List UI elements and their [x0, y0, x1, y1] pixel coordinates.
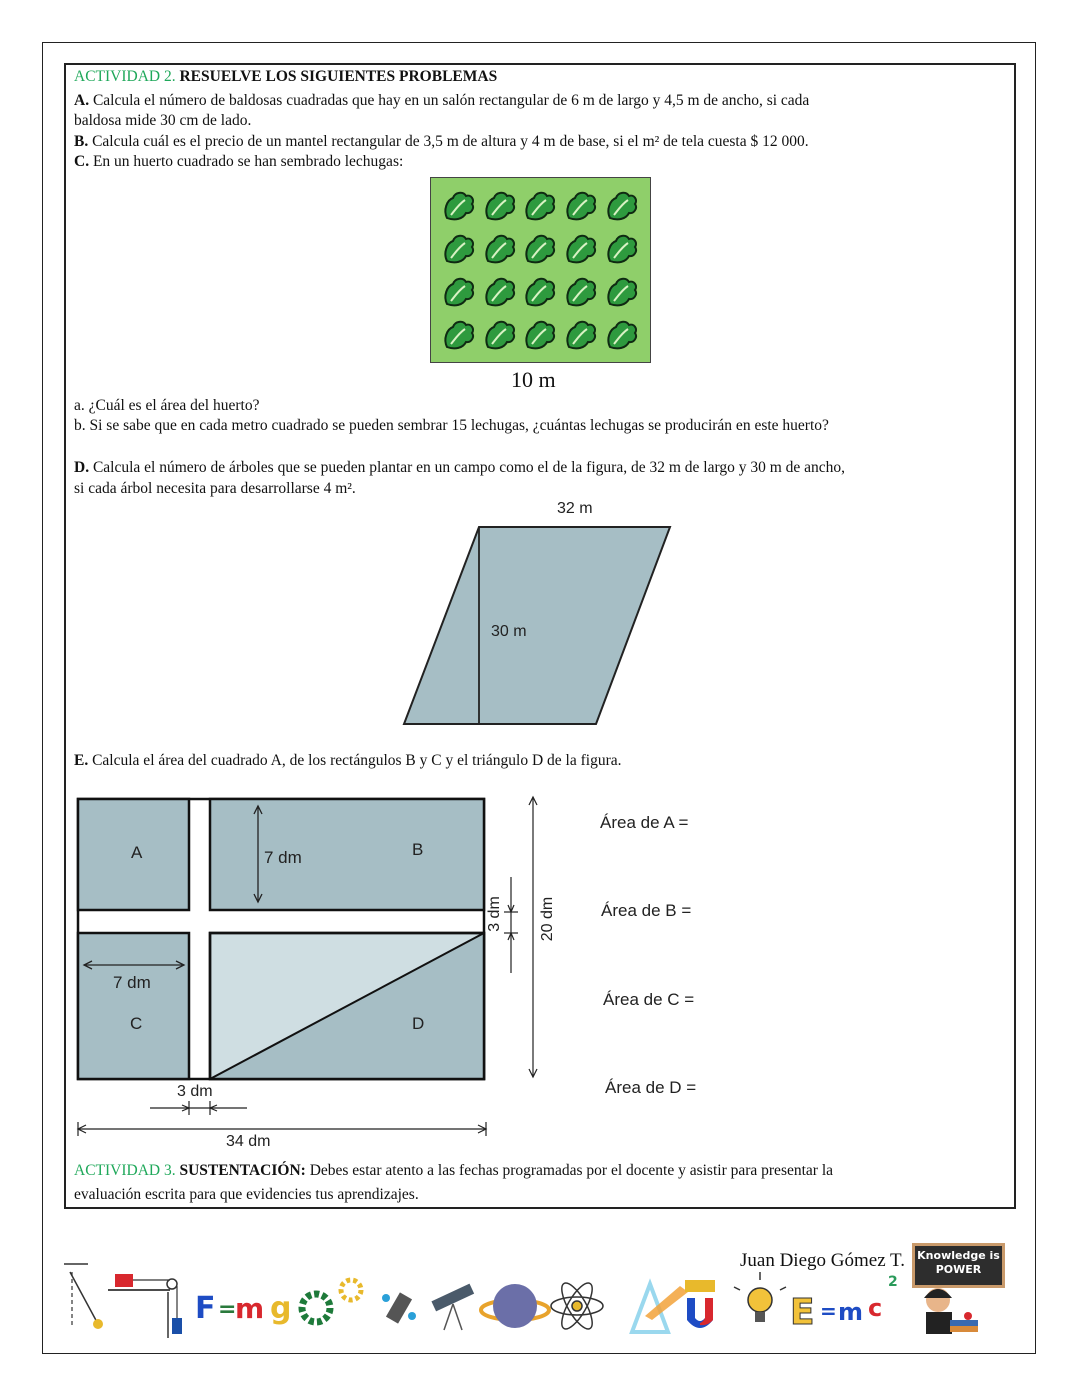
lettuce-icon — [439, 227, 480, 270]
atom-icon — [551, 1279, 603, 1333]
answer-area-c: Área de C = — [603, 990, 695, 1009]
gap-vertical-label: 3 dm — [485, 896, 503, 932]
lettuce-icon — [439, 270, 480, 313]
pulley-icon — [108, 1274, 182, 1338]
total-width-label: 34 dm — [226, 1133, 271, 1150]
lettuce-icon — [561, 270, 602, 313]
svg-text:=: = — [218, 1297, 237, 1322]
problem-a-line1 — [74, 91, 809, 111]
pendulum-icon — [64, 1264, 103, 1329]
science-icons-strip — [60, 1258, 990, 1342]
lettuce-icon — [561, 227, 602, 270]
magnet-icon — [685, 1280, 715, 1328]
lettuce-icon — [601, 313, 642, 356]
problem-c-question-b: b. Si se sabe que en cada metro cuadrado se pueden sembrar 15 lechugas, ¿cuántas lechugas se producirán en este huerto? — [74, 417, 829, 434]
garden-side-label: 10 m — [511, 367, 556, 392]
c-width-label: 7 dm — [113, 973, 151, 992]
activity3-line1 — [74, 1161, 833, 1181]
problem-c — [74, 152, 403, 172]
answer-area-b: Área de B = — [601, 901, 692, 920]
problem-c-text: En un huerto cuadrado se han sembrado lechugas: — [92, 153, 404, 170]
activity3-label: ACTIVIDAD 3. — [74, 1162, 176, 1179]
activity3-text: Debes estar atento a las fechas programadas por el docente y asistir para presentar la — [309, 1162, 834, 1179]
lettuce-icon — [439, 184, 480, 227]
lettuce-icon — [520, 227, 561, 270]
lightbulb-icon — [734, 1272, 786, 1322]
region-a-label: A — [131, 843, 143, 862]
total-height-label: 20 dm — [539, 896, 557, 942]
lettuce-icon — [561, 184, 602, 227]
problem-a-line2: baldosa mide 30 cm de lado. — [74, 112, 252, 129]
lettuce-icon — [601, 227, 642, 270]
lettuce-icon — [601, 184, 642, 227]
lettuce-icon — [520, 313, 561, 356]
prism-icon — [632, 1284, 688, 1332]
svg-text:m: m — [235, 1292, 265, 1325]
problem-e-text: Calcula el área del cuadrado A, de los rectángulos B y C y el triángulo D de la figura. — [92, 752, 622, 769]
activity2-label: ACTIVIDAD 2. — [74, 68, 176, 85]
problem-d-text: Calcula el número de árboles que se pueden plantar en un campo como el de la figura, de 32 m de largo y 30 m de ancho, — [92, 459, 846, 476]
problem-e — [74, 751, 622, 771]
region-b-label: B — [412, 840, 424, 859]
formula-emc2: E — [790, 1292, 815, 1333]
lettuce-icon — [480, 227, 521, 270]
problem-a-letter: A. — [74, 92, 90, 109]
svg-text:2: 2 — [888, 1274, 898, 1290]
problem-c-question-a: a. ¿Cuál es el área del huerto? — [74, 397, 260, 414]
problem-b-text: Calcula cuál es el precio de un mantel rectangular de 3,5 m de altura y 4 m de base, si el m² de tela cuesta $ 12 000. — [92, 133, 809, 150]
gear-icon — [302, 1294, 330, 1322]
garden-figure — [430, 177, 651, 363]
problem-b-letter: B. — [74, 133, 89, 150]
region-d-label: D — [412, 1014, 425, 1033]
problem-d-line2: si cada árbol necesita para desarrollarse 4 m². — [74, 480, 356, 497]
formula-fmg: F — [195, 1291, 216, 1326]
telescope-icon — [431, 1284, 474, 1312]
answer-area-d: Área de D = — [605, 1078, 697, 1097]
lettuce-icon — [480, 184, 521, 227]
problem-c-letter: C. — [74, 153, 90, 170]
badge-line1: Knowledge is — [917, 1249, 1000, 1262]
gap-horizontal-label: 3 dm — [177, 1083, 213, 1100]
region-c-label: C — [130, 1014, 143, 1033]
problem-a-text: Calcula el número de baldosas cuadradas que hay en un salón rectangular de 6 m de largo y 4,5 m de ancho, si cada — [92, 92, 810, 109]
lettuce-icon — [520, 270, 561, 313]
svg-text:m: m — [838, 1298, 864, 1326]
lettuce-icon — [480, 313, 521, 356]
problem-d-line1 — [74, 458, 845, 478]
badge-line2: POWER — [935, 1263, 982, 1276]
lettuce-icon — [601, 270, 642, 313]
activity2-heading — [74, 67, 497, 87]
problem-e-letter: E. — [74, 752, 89, 769]
svg-text:c: c — [868, 1294, 883, 1322]
activity3-line2: evaluación escrita para que evidencies tus aprendizajes. — [74, 1186, 419, 1203]
activity3-title: SUSTENTACIÓN: — [179, 1162, 306, 1179]
author-name: Juan Diego Gómez T. — [740, 1250, 905, 1271]
svg-text:=: = — [820, 1299, 837, 1323]
parallelogram-figure — [395, 520, 680, 730]
svg-text:g: g — [270, 1291, 292, 1326]
gear-icon — [341, 1280, 361, 1300]
lettuce-icon — [561, 313, 602, 356]
parallelogram-height-label: 30 m — [491, 623, 527, 640]
lettuce-icon — [439, 313, 480, 356]
lettuce-icon — [480, 270, 521, 313]
problem-d-letter: D. — [74, 459, 90, 476]
parallelogram-base-label: 32 m — [557, 500, 593, 517]
answer-area-a: Área de A = — [600, 813, 689, 832]
problem-b — [74, 132, 809, 152]
lettuce-icon — [520, 184, 561, 227]
teacher-avatar-icon — [924, 1288, 978, 1334]
activity2-title: RESUELVE LOS SIGUIENTES PROBLEMAS — [179, 68, 498, 85]
b-height-label: 7 dm — [264, 848, 302, 867]
